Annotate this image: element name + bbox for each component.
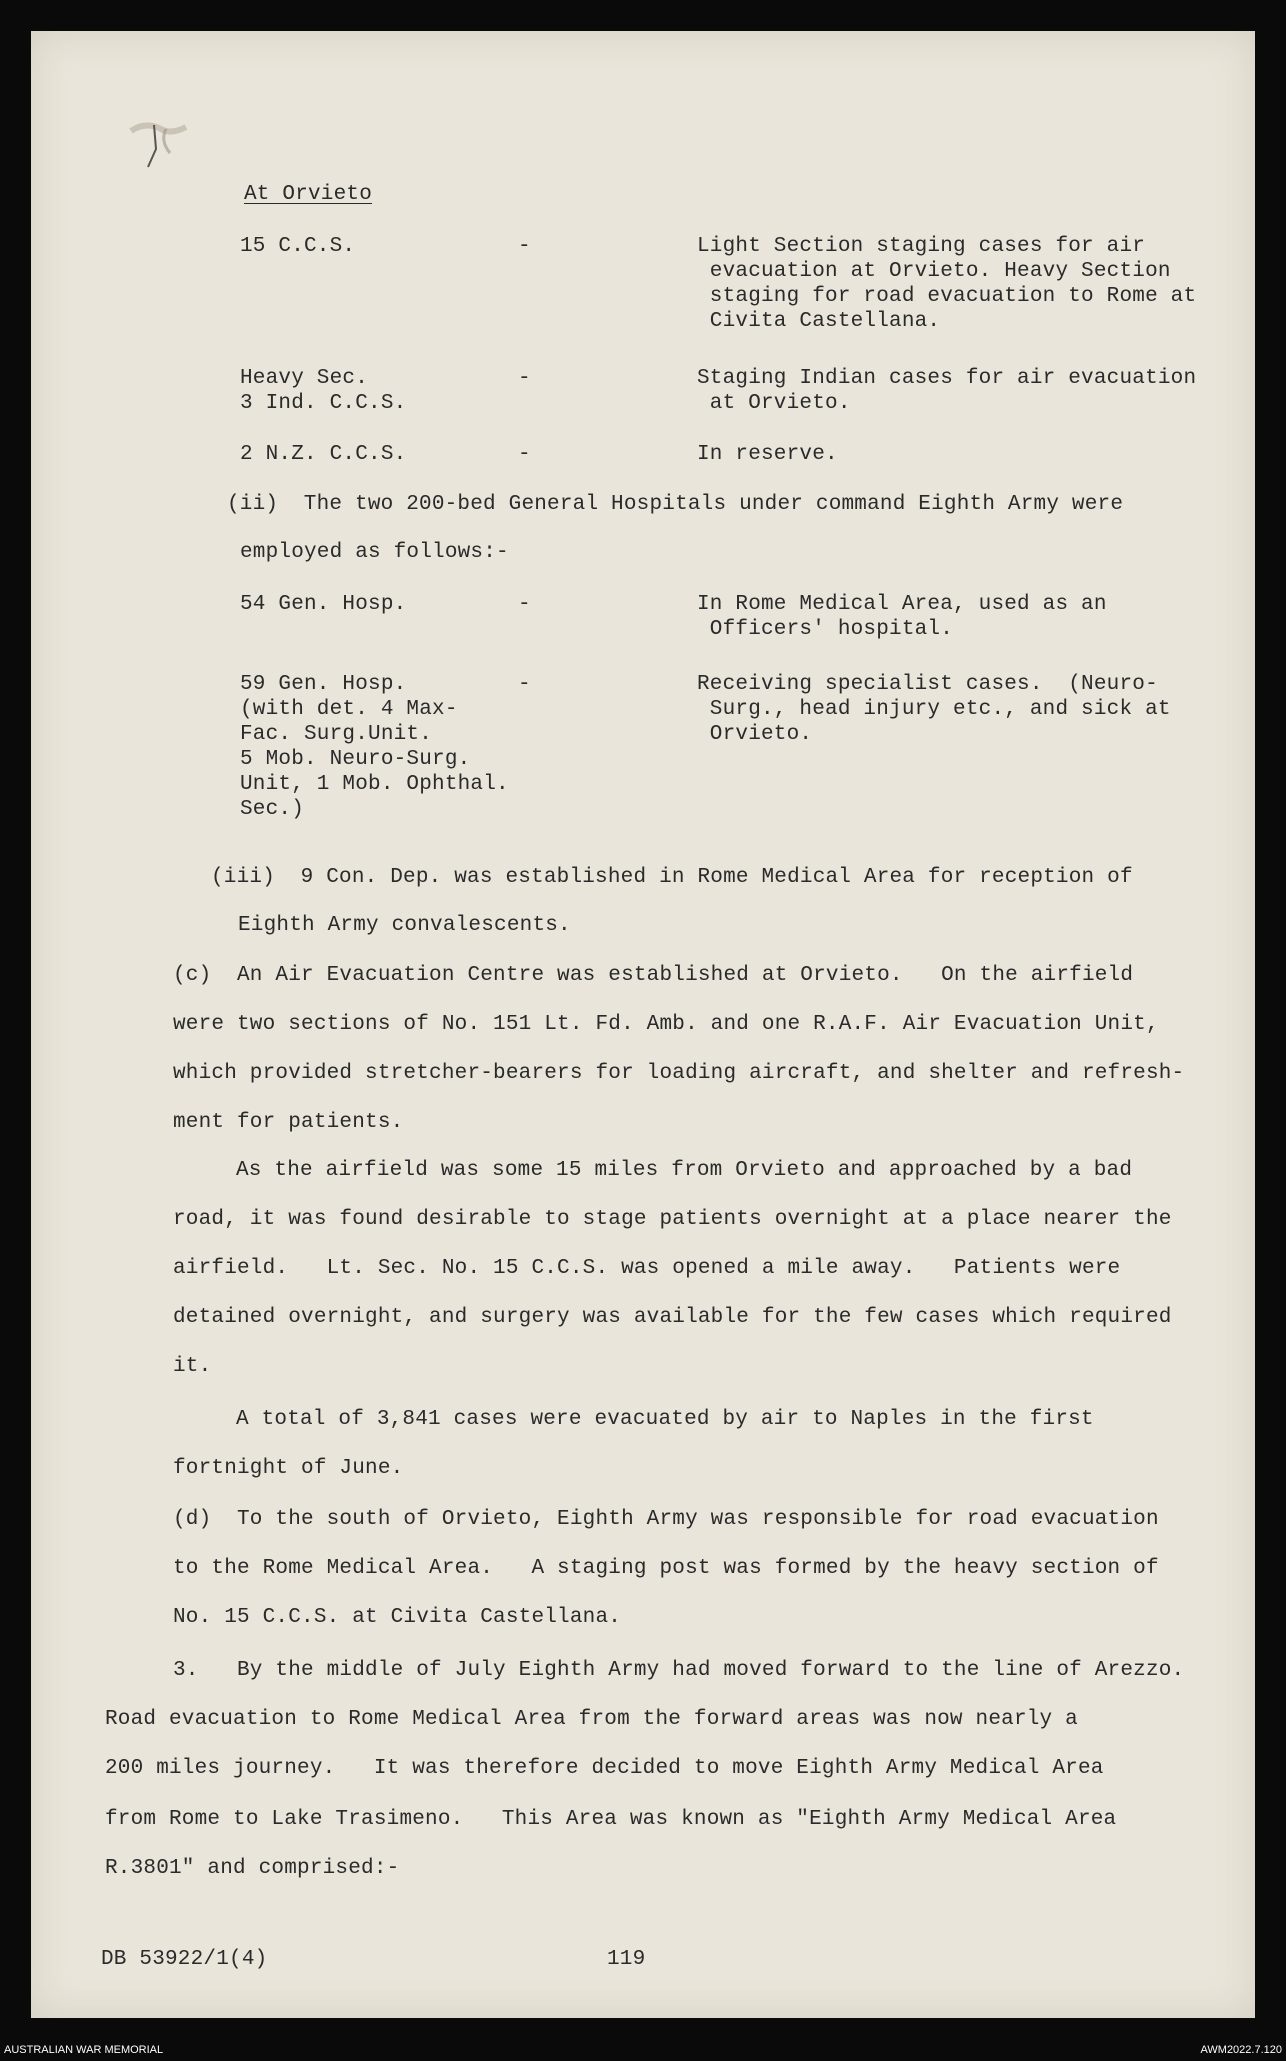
- unit-entry-description: Staging Indian cases for air evacuation: [697, 367, 1197, 390]
- hospital-entry-name: 54 Gen. Hosp.: [240, 593, 407, 616]
- document-page: [31, 31, 1255, 2018]
- unit-entry-name: 15 C.C.S.: [240, 235, 356, 258]
- para-airfield-line: road, it was found desirable to stage patients overnight at a place nearer the: [173, 1208, 1172, 1231]
- document-reference: DB 53922/1(4): [101, 1948, 268, 1971]
- para-airfield-line: As the airfield was some 15 miles from Orvieto and approached by a bad: [236, 1159, 1133, 1182]
- footer-bar: [0, 2038, 1286, 2061]
- para-d-line: No. 15 C.C.S. at Civita Castellana.: [173, 1606, 622, 1629]
- footer-left-label: AUSTRALIAN WAR MEMORIAL: [4, 2044, 164, 2056]
- hospital-entry-name: (with det. 4 Max-: [240, 698, 458, 721]
- section-heading: At Orvieto: [244, 183, 373, 206]
- hospital-entry-name: Fac. Surg.Unit.: [240, 723, 433, 746]
- footer-right-label: AWM2022.7.120: [1200, 2044, 1282, 2056]
- unit-entry-description: at Orvieto.: [697, 392, 851, 415]
- item-ii-line: employed as follows:-: [240, 541, 509, 564]
- hospital-entry-description: Officers' hospital.: [697, 618, 954, 641]
- para-3-line: from Rome to Lake Trasimeno. This Area was known as "Eighth Army Medical Area: [105, 1808, 1117, 1831]
- hospital-entry-description: In Rome Medical Area, used as an: [697, 593, 1107, 616]
- unit-entry-description: Civita Castellana.: [697, 310, 941, 333]
- staple-mark-icon: [126, 119, 196, 189]
- unit-entry-name: 3 Ind. C.C.S.: [240, 392, 407, 415]
- hospital-entry-name: Sec.): [240, 798, 305, 821]
- para-3-line: Road evacuation to Rome Medical Area from the forward areas was now nearly a: [105, 1708, 1078, 1731]
- unit-entry-dash: -: [518, 367, 531, 390]
- para-c-line: which provided stretcher-bearers for loading aircraft, and shelter and refresh-: [173, 1062, 1185, 1085]
- unit-entry-name: 2 N.Z. C.C.S.: [240, 443, 407, 466]
- unit-entry-name: Heavy Sec.: [240, 367, 369, 390]
- para-c-line: ment for patients.: [173, 1111, 404, 1134]
- unit-entry-dash: -: [518, 235, 531, 258]
- unit-entry-dash: -: [518, 443, 531, 466]
- hospital-entry-name: 59 Gen. Hosp.: [240, 673, 407, 696]
- para-3-line: 3. By the middle of July Eighth Army had moved forward to the line of Arezzo.: [173, 1659, 1185, 1682]
- para-d-line: to the Rome Medical Area. A staging post was formed by the heavy section of: [173, 1557, 1159, 1580]
- item-iii-line: Eighth Army convalescents.: [238, 914, 571, 937]
- hospital-entry-name: Unit, 1 Mob. Ophthal.: [240, 773, 509, 796]
- hospital-entry-description: Receiving specialist cases. (Neuro-: [697, 673, 1158, 696]
- para-d-line: (d) To the south of Orvieto, Eighth Army was responsible for road evacuation: [173, 1508, 1159, 1531]
- hospital-entry-name: 5 Mob. Neuro-Surg.: [240, 748, 471, 771]
- item-iii-line: (iii) 9 Con. Dep. was established in Rome Medical Area for reception of: [211, 866, 1133, 889]
- unit-entry-description: evacuation at Orvieto. Heavy Section: [697, 260, 1171, 283]
- hospital-entry-description: Surg., head injury etc., and sick at: [697, 698, 1171, 721]
- para-airfield-line: airfield. Lt. Sec. No. 15 C.C.S. was opened a mile away. Patients were: [173, 1257, 1121, 1280]
- para-airfield-line: it.: [173, 1355, 212, 1378]
- para-3-line: R.3801" and comprised:-: [105, 1857, 400, 1880]
- unit-entry-description: In reserve.: [697, 443, 838, 466]
- para-airfield-line: detained overnight, and surgery was available for the few cases which required: [173, 1306, 1172, 1329]
- para-c-line: (c) An Air Evacuation Centre was established at Orvieto. On the airfield: [173, 964, 1134, 987]
- unit-entry-description: Light Section staging cases for air: [697, 235, 1146, 258]
- para-c-line: were two sections of No. 151 Lt. Fd. Amb. and one R.A.F. Air Evacuation Unit,: [173, 1013, 1159, 1036]
- para-total-line: A total of 3,841 cases were evacuated by air to Naples in the first: [236, 1408, 1094, 1431]
- page-number: 119: [607, 1948, 646, 1971]
- hospital-entry-dash: -: [518, 593, 531, 616]
- para-3-line: 200 miles journey. It was therefore decided to move Eighth Army Medical Area: [105, 1757, 1104, 1780]
- unit-entry-description: staging for road evacuation to Rome at: [697, 285, 1197, 308]
- para-total-line: fortnight of June.: [173, 1457, 404, 1480]
- hospital-entry-dash: -: [518, 673, 531, 696]
- hospital-entry-description: Orvieto.: [697, 723, 813, 746]
- item-ii-line: (ii) The two 200-bed General Hospitals under command Eighth Army were: [227, 493, 1124, 516]
